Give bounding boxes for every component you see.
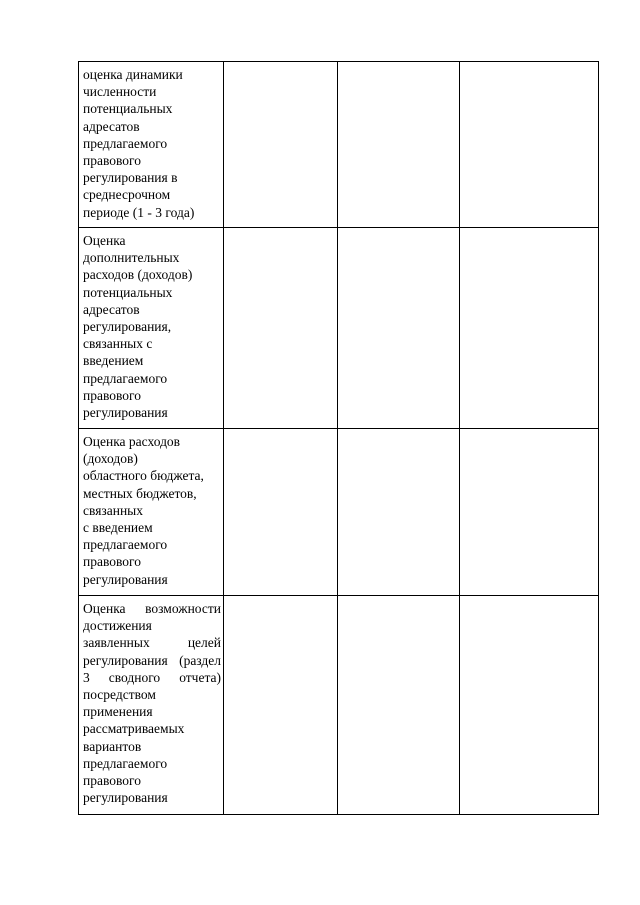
- value-cell: [338, 429, 460, 596]
- row-label: Оценка возможности достижения заявленных целей регулирования (раздел 3 сводного отчета) посредством применения рассматриваемых вариантов предлагаемого правового регулирования: [83, 601, 221, 806]
- row-label-cell: [79, 228, 224, 429]
- table-row: [79, 596, 599, 815]
- value-cell: [460, 228, 599, 429]
- row-label: оценка динамики численности потенциальных адресатов предлагаемого правового регулирования в среднесрочном периоде (1 - 3 года): [83, 67, 195, 220]
- value-cell: [460, 596, 599, 815]
- row-label-cell: [79, 596, 224, 815]
- value-cell: [224, 429, 338, 596]
- row-label: Оценка дополнительных расходов (доходов) потенциальных адресатов регулирования, связанных с введением предлагаемого правового регулирования: [83, 233, 193, 421]
- assessment-table: [78, 61, 599, 815]
- value-cell: [224, 596, 338, 815]
- value-cell: [460, 429, 599, 596]
- value-cell: [224, 228, 338, 429]
- table-row: [79, 228, 599, 429]
- table-row: [79, 429, 599, 596]
- table-row: [79, 62, 599, 228]
- value-cell: [460, 62, 599, 228]
- value-cell: [338, 228, 460, 429]
- row-label: Оценка расходов (доходов) областного бюджета, местных бюджетов, связанных с введением предлагаемого правового регулирования: [83, 434, 204, 587]
- row-label-cell: [79, 62, 224, 228]
- value-cell: [224, 62, 338, 228]
- value-cell: [338, 596, 460, 815]
- row-label-cell: [79, 429, 224, 596]
- value-cell: [338, 62, 460, 228]
